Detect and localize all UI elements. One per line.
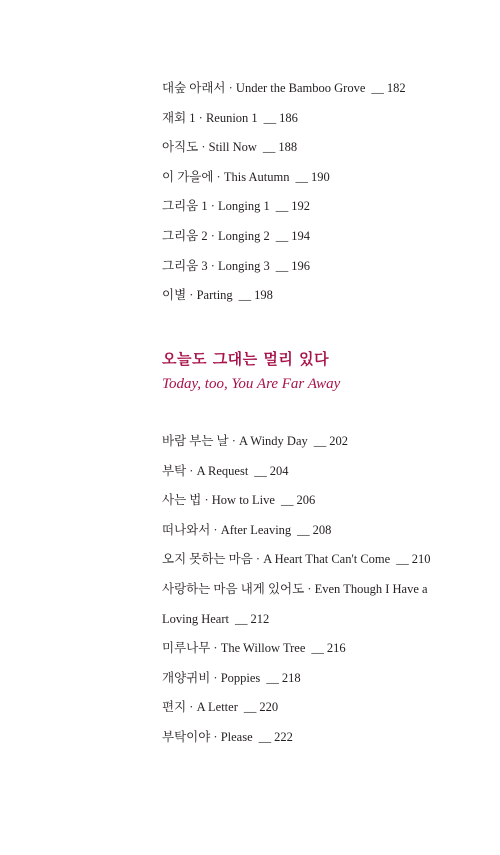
toc-entry	[162, 165, 470, 195]
toc-title: 그리움 3 · Longing 3	[162, 258, 270, 273]
toc-page-number: 208	[312, 522, 332, 537]
toc-page-number: 210	[411, 552, 431, 567]
toc-leader: __	[297, 522, 310, 537]
toc-title: 미루나무 · The Willow Tree	[162, 641, 306, 656]
toc-entry	[162, 135, 470, 165]
toc-leader: __	[275, 258, 289, 273]
toc-page-number: 194	[291, 228, 310, 243]
toc-entry	[162, 429, 470, 459]
toc-page-number: 188	[278, 140, 298, 155]
toc-title: 떠나와서 · After Leaving	[162, 522, 292, 537]
toc-entry	[162, 518, 470, 548]
toc-title: 재회 1 · Reunion 1	[162, 110, 258, 125]
toc-title: 부탁이야 · Please	[162, 729, 253, 744]
toc-leader: __	[258, 729, 272, 744]
toc-leader: __	[313, 434, 327, 448]
toc-title: 사는 법 · How to Live	[162, 493, 275, 508]
toc-title: 개양귀비 · Poppies	[162, 670, 261, 685]
toc-page-number: 190	[310, 169, 330, 184]
toc-leader: __	[396, 552, 409, 567]
section-heading: 오늘도 그대는 멀리 있다	[162, 350, 330, 368]
toc-entry	[162, 666, 470, 696]
toc-title: 아직도 · Still Now	[162, 140, 257, 155]
toc-entry	[162, 607, 470, 637]
toc-title: 대숲 아래서 · Under the Bamboo Grove	[162, 81, 366, 95]
toc-leader: __	[254, 463, 267, 478]
toc-title: 그리움 1 · Longing 1	[162, 199, 270, 214]
toc-title: 편지 · A Letter	[162, 700, 238, 715]
toc-leader: __	[266, 670, 279, 685]
toc-page-number: 192	[291, 199, 310, 214]
toc-title: 사랑하는 마음 내게 있어도 · Even Though I Have a	[162, 581, 428, 596]
toc-leader: __	[275, 228, 289, 243]
toc-page-number: 202	[329, 434, 348, 448]
toc-entry	[162, 725, 470, 755]
toc-entry	[162, 194, 470, 224]
toc-title: 이 가을에 · This Autumn	[162, 169, 290, 184]
toc-leader: __	[262, 140, 276, 155]
toc-title: 이별 · Parting	[162, 288, 233, 303]
toc-page-number: 186	[279, 110, 298, 125]
toc-entry	[162, 695, 470, 725]
toc-title: 바람 부는 날 · A Windy Day	[162, 434, 308, 448]
toc-leader: __	[371, 81, 384, 95]
section-subtitle: Today, too, You Are Far Away	[162, 376, 341, 392]
toc-entry	[162, 577, 470, 607]
toc-entry	[162, 636, 470, 666]
toc-page-number: 212	[250, 611, 270, 626]
toc-page-number: 182	[386, 81, 406, 95]
toc-leader: __	[243, 700, 257, 715]
toc-page-number: 196	[291, 258, 310, 273]
toc-leader: __	[275, 199, 289, 214]
toc-title: 그리움 2 · Longing 2	[162, 228, 270, 243]
toc-entry	[162, 459, 470, 489]
toc-leader: __	[263, 110, 277, 125]
toc-leader: __	[295, 169, 308, 184]
toc-entry	[162, 76, 470, 106]
toc-page-number: 204	[269, 463, 289, 478]
toc-page-number: 216	[326, 641, 346, 656]
toc-entry	[162, 488, 470, 518]
toc-list-section-2	[162, 429, 470, 755]
toc-page-number: 206	[296, 493, 316, 508]
toc-page-number: 218	[281, 670, 301, 685]
toc-entry	[162, 106, 470, 136]
toc-page-number: 222	[274, 729, 293, 744]
toc-entry	[162, 224, 470, 254]
toc-list-section-1	[162, 76, 470, 313]
toc-leader: __	[280, 493, 294, 508]
toc-entry	[162, 283, 470, 313]
toc-leader: __	[235, 611, 248, 626]
toc-leader: __	[238, 288, 252, 303]
toc-page-number: 220	[259, 700, 279, 715]
toc-title: Loving Heart	[162, 611, 229, 626]
toc-entry	[162, 254, 470, 284]
toc-title: 오지 못하는 마음 · A Heart That Can't Come	[162, 552, 391, 567]
toc-entry	[162, 547, 470, 577]
toc-leader: __	[311, 641, 324, 656]
toc-title: 부탁 · A Request	[162, 463, 249, 478]
toc-page-number: 198	[254, 288, 273, 303]
